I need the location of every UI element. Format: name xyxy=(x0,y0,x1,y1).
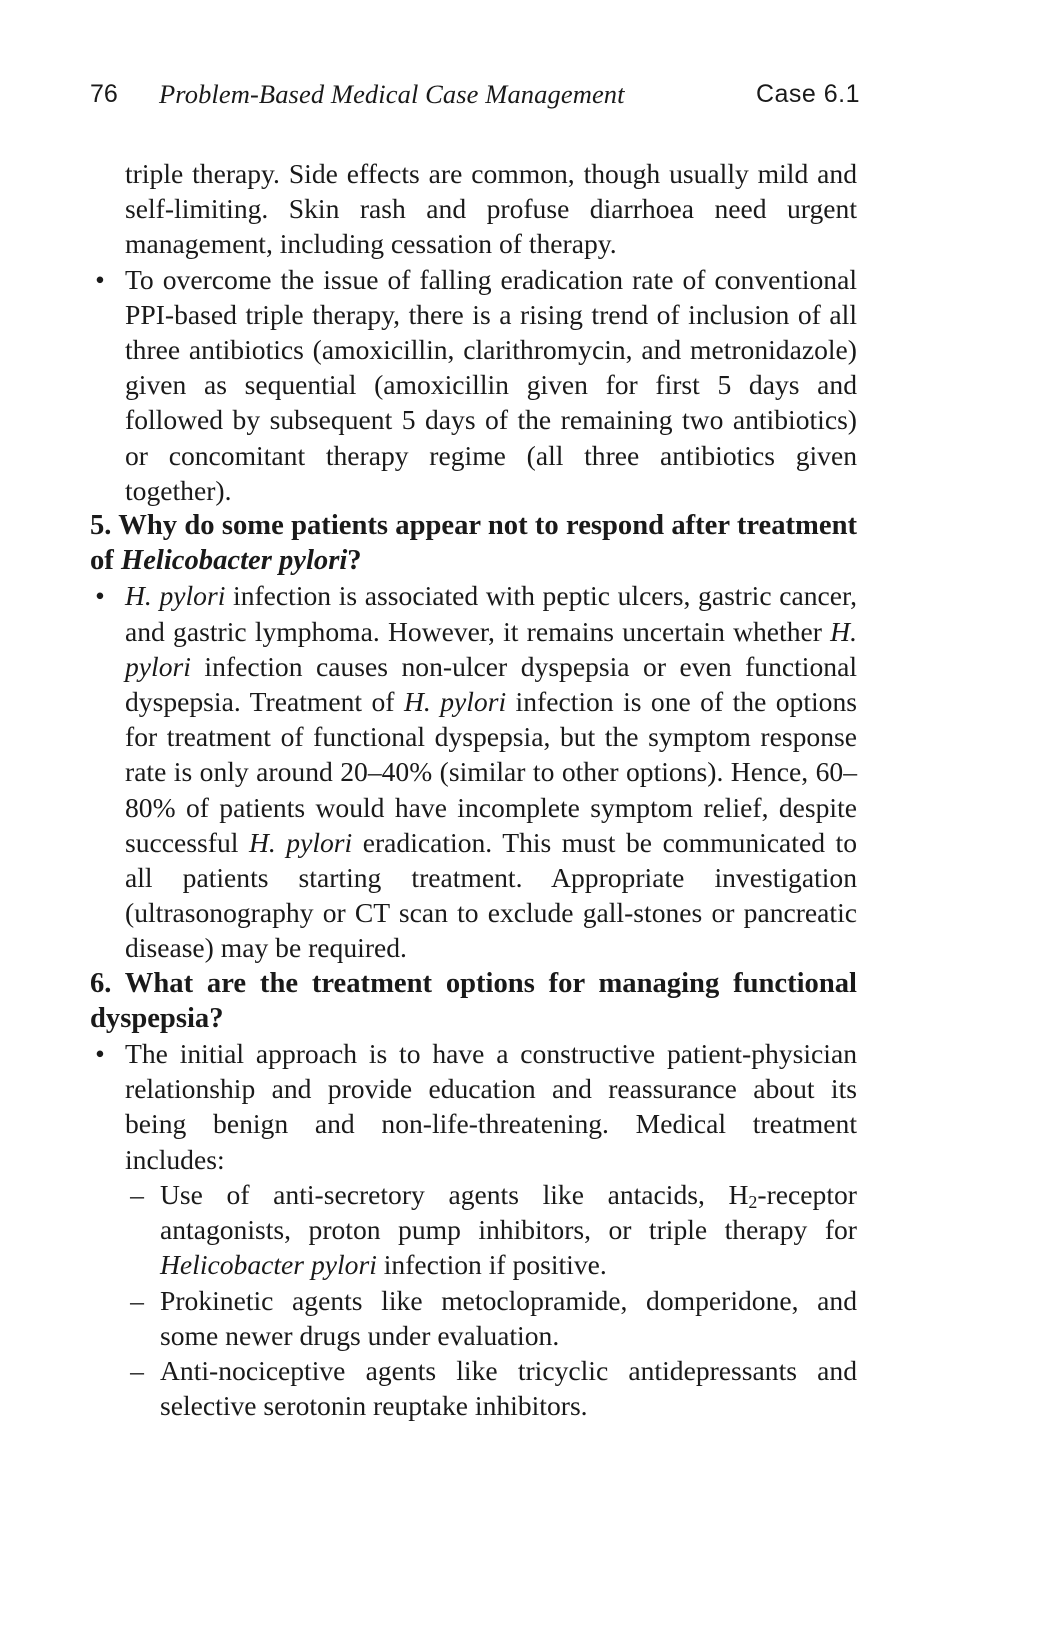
bullet-initial-approach xyxy=(90,1036,857,1177)
bullet-icon: • xyxy=(95,263,105,295)
bullet-sequential-therapy xyxy=(90,262,857,508)
continued-paragraph: triple therapy. Side effects are common, though usually mild and self-limiting. Skin rash and profuse diarrhoea need urgent management, including cessation of therapy. xyxy=(125,158,857,260)
bullet-icon: • xyxy=(95,580,105,612)
question-number: 6. xyxy=(90,967,112,999)
bullet-h-pylori-response: • H. pylori infection is associated with peptic ulcers, gastric cancer, and gastric lymphoma. However, it remains uncertain whether H. pylori infection causes non-ulcer dyspepsia or even functional dyspepsia. Treatment of H. pylori infection is one of the options for treatment of functional dyspepsia, but the symptom response rate is only around 20–40% (similar to other options). Hence, 60–80% of patients would have incomplete symptom relief, despite successful H. pylori eradication. This must be communicated to all patients starting treatment. Appropriate investigation (ultrasonography or CT scan to exclude gall-stones or pancreatic disease) may be required. xyxy=(90,578,857,965)
question-number: 5. xyxy=(90,510,112,542)
dash-icon: – xyxy=(130,1284,144,1316)
question-5-heading: 5. Why do some patients appear not to respond after treatment of Helicobacter pylori? xyxy=(90,510,857,577)
bullet-text: The initial approach is to have a constructive patient-physician relationship and provide education and reassurance about its being benign and non-life-threatening. Medical treatment includes: xyxy=(125,1038,857,1175)
sub-item-text: Prokinetic agents like metoclopramide, domperidone, and some newer drugs under evaluation. xyxy=(160,1284,857,1351)
question-text: Why do some patients appear not to respond after treatment of xyxy=(90,510,857,577)
sub-item-anti-secretory: – Use of anti-secretory agents like antacids, $H_2$-receptor antagonists, proton pump inhibitors, or triple therapy for Helicobacter pylori infection if positive. xyxy=(90,1177,857,1283)
dash-icon: – xyxy=(130,1178,144,1210)
bullet-text: To overcome the issue of falling eradication rate of conventional PPI-based triple therapy, there is a rising trend of inclusion of all three antibiotics (amoxicillin, clarithromycin, and metronidazole) given as sequential (amoxicillin given for first 5 days and followed by subsequent 5 days of the remaining two antibiotics) or concomitant therapy regime (all three antibiotics given together). xyxy=(125,263,857,506)
bullet-icon: • xyxy=(95,1038,105,1070)
dash-icon: – xyxy=(130,1354,144,1386)
page-body xyxy=(90,156,857,1423)
book-title: Problem-Based Medical Case Management xyxy=(159,79,625,109)
question-6-heading xyxy=(90,966,857,1036)
case-label: Case 6.1 xyxy=(755,80,860,108)
running-header xyxy=(90,80,860,116)
question-text: What are the treatment options for managing functional dyspepsia? xyxy=(90,967,857,1034)
page-number: 76 xyxy=(90,80,118,108)
sub-item-prokinetic xyxy=(90,1283,857,1353)
question-italic-term: Helicobacter pylori xyxy=(120,545,348,577)
sub-item-text: Anti-nociceptive agents like tricyclic antidepressants and selective serotonin reuptake inhibitors. xyxy=(160,1354,857,1422)
sub-item-anti-nociceptive xyxy=(90,1353,857,1423)
